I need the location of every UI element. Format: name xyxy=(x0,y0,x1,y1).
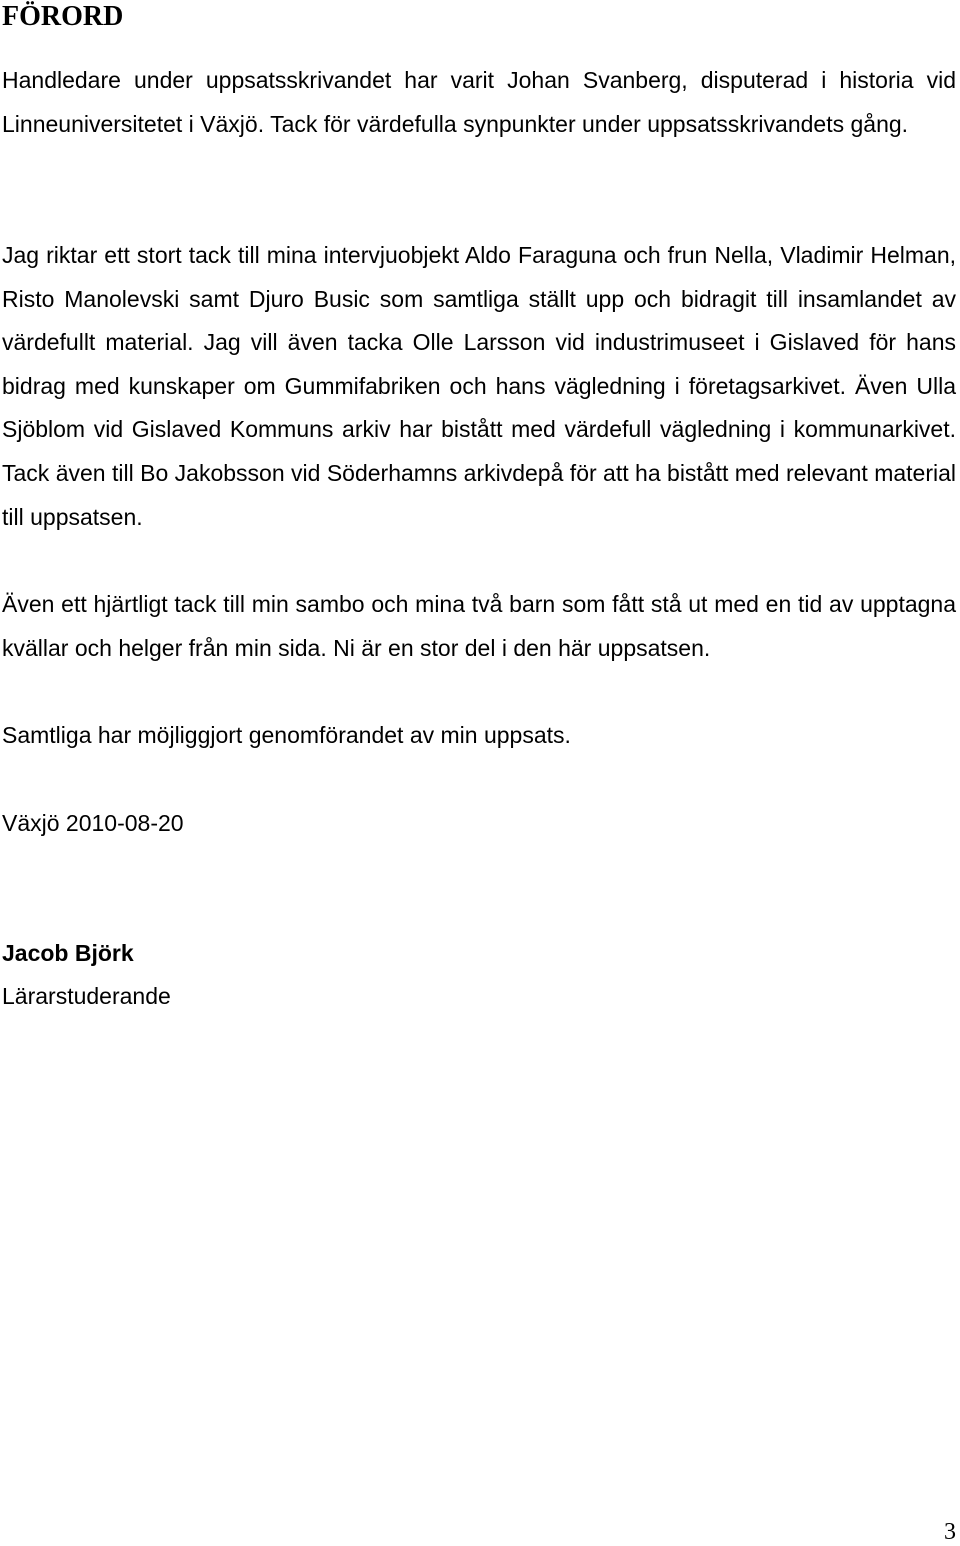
author-name: Jacob Björk xyxy=(2,940,134,966)
paragraph-supervisor: Handledare under uppsatsskrivandet har varit Johan Svanberg, disputerad i historia vid Linneuniversitetet i Växjö. Tack för värdefulla synpunkter under uppsatsskrivandets gång. xyxy=(2,67,956,137)
paragraph-family: Även ett hjärtligt tack till min sambo och mina två barn som fått stå ut med en tid av upptagna kvällar och helger från min sida. Ni är en stor del i den här uppsatsen. xyxy=(2,591,956,661)
paragraph-interviewees: Jag riktar ett stort tack till mina intervjuobjekt Aldo Faraguna och frun Nella, Vladimir Helman, Risto Manolevski samt Djuro Busic som samtliga ställt upp och bidragit till insamlandet av värdefullt material. Jag vill även tacka Olle Larsson vid industrimuseet i Gislaved för hans bidrag med kunskaper om Gummifabriken och hans vägledning i företagsarkivet. Även Ulla Sjöblom vid Gislaved Kommuns arkiv har bistått med värdefull vägledning i kommunarkivet. Tack även till Bo Jakobsson vid Söderhamns arkivdepå för att ha bistått med relevant material till uppsatsen. xyxy=(2,242,956,530)
page-title: FÖRORD xyxy=(2,1,124,32)
author-role: Lärarstuderande xyxy=(2,983,171,1009)
paragraph-closing: Samtliga har möjliggjort genomförandet av min uppsats. xyxy=(2,722,571,748)
place-date: Växjö 2010-08-20 xyxy=(2,810,184,836)
page-number: 3 xyxy=(944,1519,956,1545)
